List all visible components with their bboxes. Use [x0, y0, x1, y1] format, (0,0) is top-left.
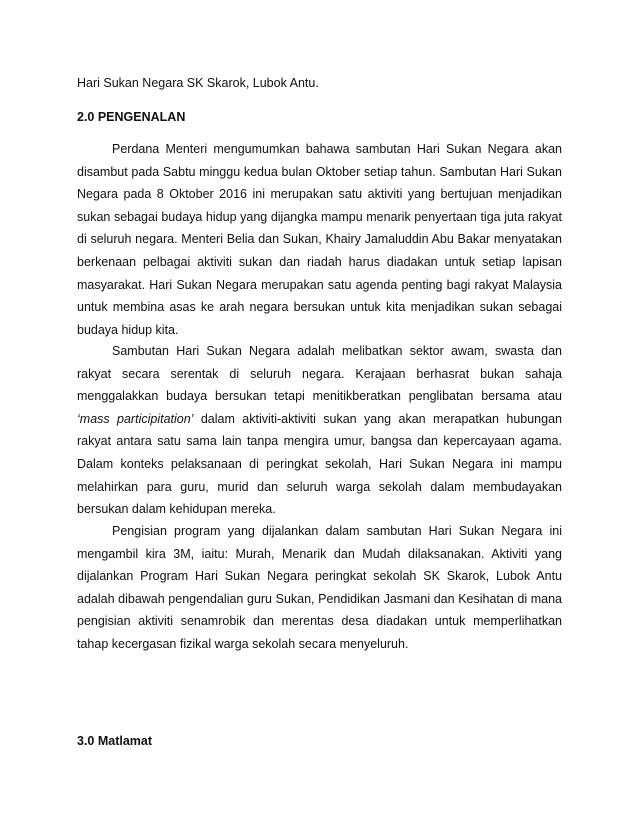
document-header: Hari Sukan Negara SK Skarok, Lubok Antu.: [77, 76, 319, 90]
paragraph-2: [77, 340, 562, 521]
paragraph-1: Perdana Menteri mengumumkan bahawa sambutan Hari Sukan Negara akan disambut pada Sabtu minggu kedua bulan Oktober setiap tahun. Sambutan Hari Sukan Negara pada 8 Oktober 2016 ini merupakan satu aktiviti yang bertujuan menjadikan sukan sebagai budaya hidup yang dijangka mampu menarik penyertaan tiga juta rakyat di seluruh negara. Menteri Belia dan Sukan, Khairy Jamaluddin Abu Bakar menyatakan berkenaan pelbagai aktiviti sukan dan riadah harus diadakan untuk setiap lapisan masyarakat. Hari Sukan Negara merupakan satu agenda penting bagi rakyat Malaysia untuk membina asas ke arah negara bersukan untuk kita menjadikan sukan sebagai budaya hidup kita.: [77, 142, 562, 337]
section-heading-matlamat: 3.0 Matlamat: [77, 734, 153, 748]
paragraph-2-italic-term: ‘mass participitation’: [77, 411, 194, 426]
section-heading-pengenalan: 2.0 PENGENALAN: [77, 110, 186, 124]
paragraph-2-text-before: Sambutan Hari Sukan Negara adalah melibatkan sektor awam, swasta dan rakyat secara serentak di seluruh negara. Kerajaan berhasrat bukan sahaja menggalakkan budaya bersukan tetapi menitikberatkan penglibatan bersama atau: [77, 344, 562, 404]
paragraph-2-text-after: dalam aktiviti-aktiviti sukan yang akan merapatkan hubungan rakyat antara satu sama lain tanpa mengira umur, bangsa dan kepercayaan agama. Dalam konteks pelaksanaan di peringkat sekolah, Hari Sukan Negara ini mampu melahirkan para guru, murid dan seluruh warga sekolah dalam membudayakan bersukan dalam kehidupan mereka.: [77, 411, 562, 517]
paragraph-3: Pengisian program yang dijalankan dalam sambutan Hari Sukan Negara ini mengambil kira 3M, iaitu: Murah, Menarik dan Mudah dilaksanakan. Aktiviti yang dijalankan Program Hari Sukan Negara peringkat sekolah SK Skarok, Lubok Antu adalah dibawah pengendalian guru Sukan, Pendidikan Jasmani dan Kesihatan di mana pengisian aktiviti senamrobik dan merentas desa diadakan untuk memperlihatkan tahap kecergasan fizikal warga sekolah secara menyeluruh.: [77, 524, 562, 651]
